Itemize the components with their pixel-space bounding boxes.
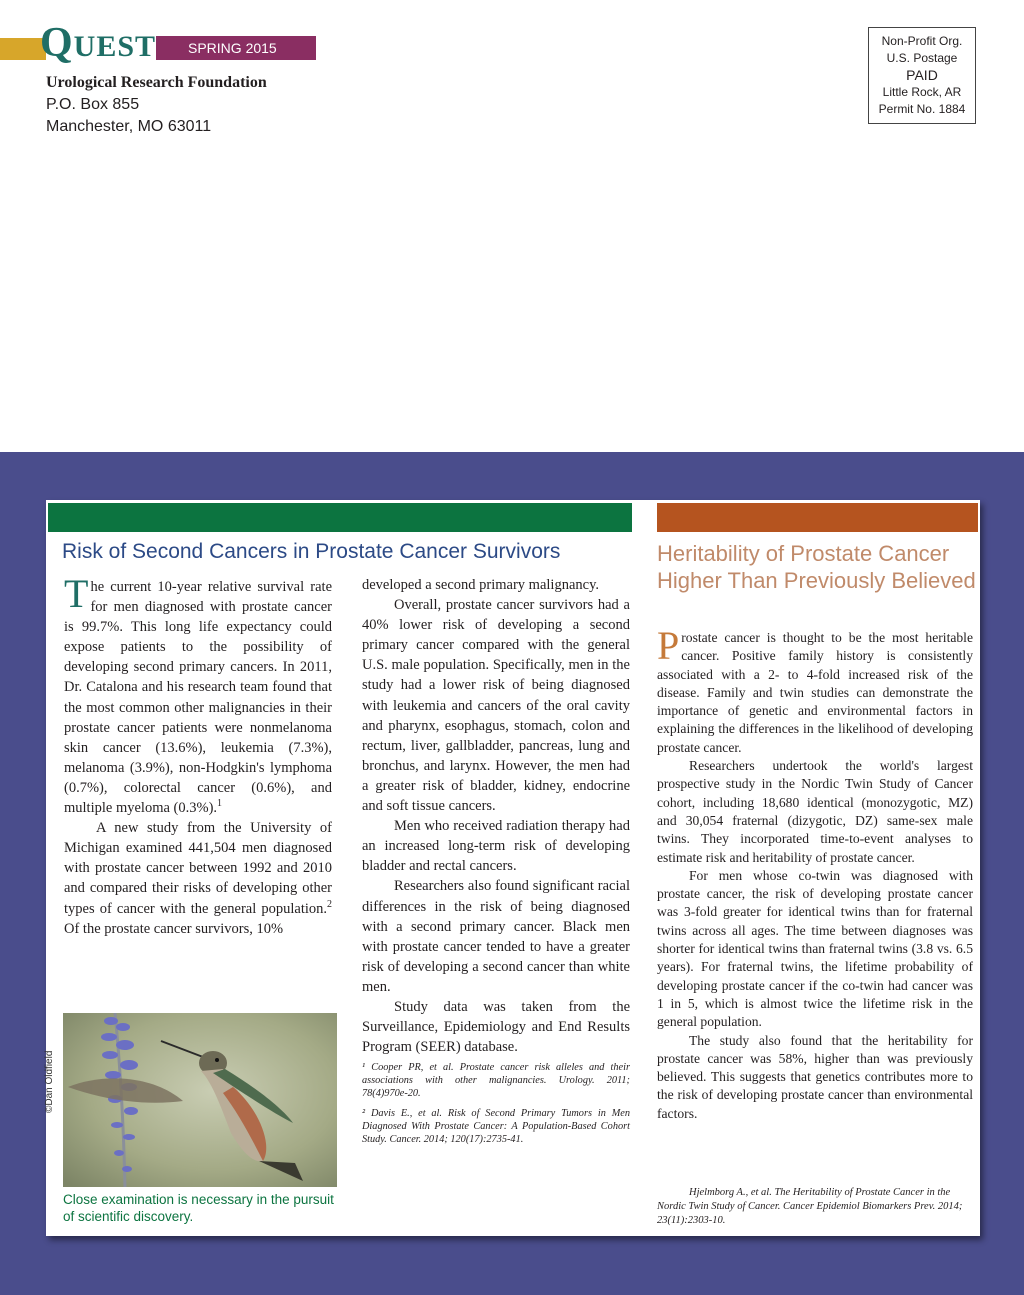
- article1-paragraph-1: he current 10-year relative survival rate for men diagnosed with prostate cancer is 99.7%. This long life expectancy could expose patients to the possibility of developing second primary cancers. In 2011, Dr. Catalona and his research team found that the most common other malignancies in their prostate cancer patients were nonmelanoma skin cancer (13.6%), leukemia (7.3%), melanoma (3.9%), non-Hodgkin's lymphoma (0.7%), colorectal cancer (0.6%), and multiple myeloma (0.3%).: [64, 579, 332, 817]
- article2-drop-cap: P: [657, 623, 680, 668]
- article1-paragraph-4: Men who received radiation therapy had an increased long-term risk of developing bladder and rectal cancers.: [362, 818, 630, 875]
- article2-paragraph-2: Researchers undertook the world's largest prospective study in the Nordic Twin Study of Cancer cohort, including 18,680 identical (monozygotic, MZ) and 30,054 fraternal (dizygotic, DZ) same-sex male twins. They incorporated time-to-event analyses to estimate risk and heritability of prostate cancer.: [657, 758, 973, 865]
- article1-column-2: [362, 575, 630, 1146]
- article1-title: Risk of Second Cancers in Prostate Cancer Survivors: [62, 540, 561, 563]
- hummingbird-image: [63, 1013, 337, 1187]
- article2-color-bar: [657, 503, 978, 532]
- article2-reference: Hjelmborg A., et al. The Heritability of Prostate Cancer in the Nordic Twin Study of Cancer. Cancer Epidemiol Biomarkers Prev. 2014; 23(11):2303-10.: [657, 1187, 963, 1226]
- article1-paragraph-6: Study data was taken from the Surveillance, Epidemiology and End Results Program (SEER) database.: [362, 998, 630, 1056]
- footnote-ref-1: 1: [217, 798, 223, 810]
- article2-column: [657, 623, 973, 1123]
- article2-paragraph-4: The study also found that the heritability for prostate cancer was 58%, higher than was previously believed. This suggests that genetics contributes more to the risk of developing prostate cancer than environmental factors.: [657, 1032, 973, 1121]
- article1-column-1: [64, 571, 332, 939]
- article1-paragraph-2-tail: Of the prostate cancer survivors, 10%: [64, 920, 284, 937]
- article1-paragraph-3: Overall, prostate cancer survivors had a 40% lower risk of developing a second primary cancer compared with the general U.S. male population. Specifically, men in the study had a lower risk of being diagnosed with leukemia and cancers of the oral cavity and pharynx, esophagus, stomach, colon and rectum, liver, gallbladder, pancreas, lung and bronchus, and larynx. However, the men had a greater risk of bladder, kidney, endocrine and soft tissue cancers.: [362, 597, 630, 815]
- postage-line-4: Little Rock, AR: [882, 85, 962, 99]
- postage-indicia: [868, 27, 976, 124]
- address-line-2: Manchester, MO 63011: [46, 118, 212, 135]
- article1-paragraph-2-continued: developed a second primary malignancy.: [362, 577, 600, 593]
- footnote-2: ² Davis E., et al. Risk of Second Primary Tumors in Men Diagnosed With Prostate Cancer: A Population-Based Cohort Study. Cancer. 2014; 120(17):2735-41.: [362, 1108, 630, 1146]
- article1-paragraph-2: A new study from the University of Michigan examined 441,504 men diagnosed with prostate cancer between 1992 and 2010 and compared their risks of developing other types of cancer with the general population.: [64, 820, 332, 917]
- photo-caption: Close examination is necessary in the pursuit of scientific discovery.: [63, 1192, 334, 1224]
- postage-line-1: Non-Profit Org.: [881, 34, 963, 48]
- postage-paid: PAID: [906, 67, 938, 83]
- article2-paragraph-3: For men whose co-twin was diagnosed with prostate cancer, the risk of developing prostate cancer was 3-fold greater for identical twins than for fraternal twins across all ages. The time between diagnoses was shorter for identical twins than fraternal twins (3.8 vs. 6.5 years). For fraternal twins, the lifetime probability of developing prostate cancer if the co-twin had cancer was 1 in 5, which is almost twice the lifetime risk in the general population.: [657, 867, 973, 1030]
- article1-drop-cap: T: [64, 571, 89, 616]
- footnote-ref-2: 2: [327, 898, 332, 910]
- postage-line-5: Permit No. 1884: [878, 102, 966, 116]
- hummingbird-photo: [63, 1013, 337, 1187]
- footnote-1: ¹ Cooper PR, et al. Prostate cancer risk alleles and their associations with other malignancies. Urology. 2011; 78(4)970e-20.: [362, 1062, 630, 1100]
- postage-line-2: U.S. Postage: [886, 51, 958, 65]
- season-banner: SPRING 2015: [156, 36, 316, 60]
- quest-logo: QUEST: [40, 20, 157, 66]
- article2-paragraph-1: rostate cancer is thought to be the most heritable cancer. Positive family history is consistently associated with a 2- to 4-fold increased risk of the disease. Family and twin studies can demonstrate the importance of genetic and environmental factors in explaining the differences in the likelihood of developing prostate cancer.: [657, 630, 973, 755]
- address-line-1: P.O. Box 855: [46, 96, 140, 113]
- article2-title: Heritability of Prostate Cancer Higher Than Previously Believed: [657, 541, 976, 593]
- article1-paragraph-5: Researchers also found significant racial differences in the risk of being diagnosed with a second primary cancer. Black men with prostate cancer tended to have a greater risk of developing a second cancer than white men.: [362, 878, 630, 995]
- organization-name: Urological Research Foundation: [46, 74, 267, 91]
- article1-color-bar: [48, 503, 632, 532]
- photo-credit: ©Dan Oldfield: [44, 1050, 55, 1113]
